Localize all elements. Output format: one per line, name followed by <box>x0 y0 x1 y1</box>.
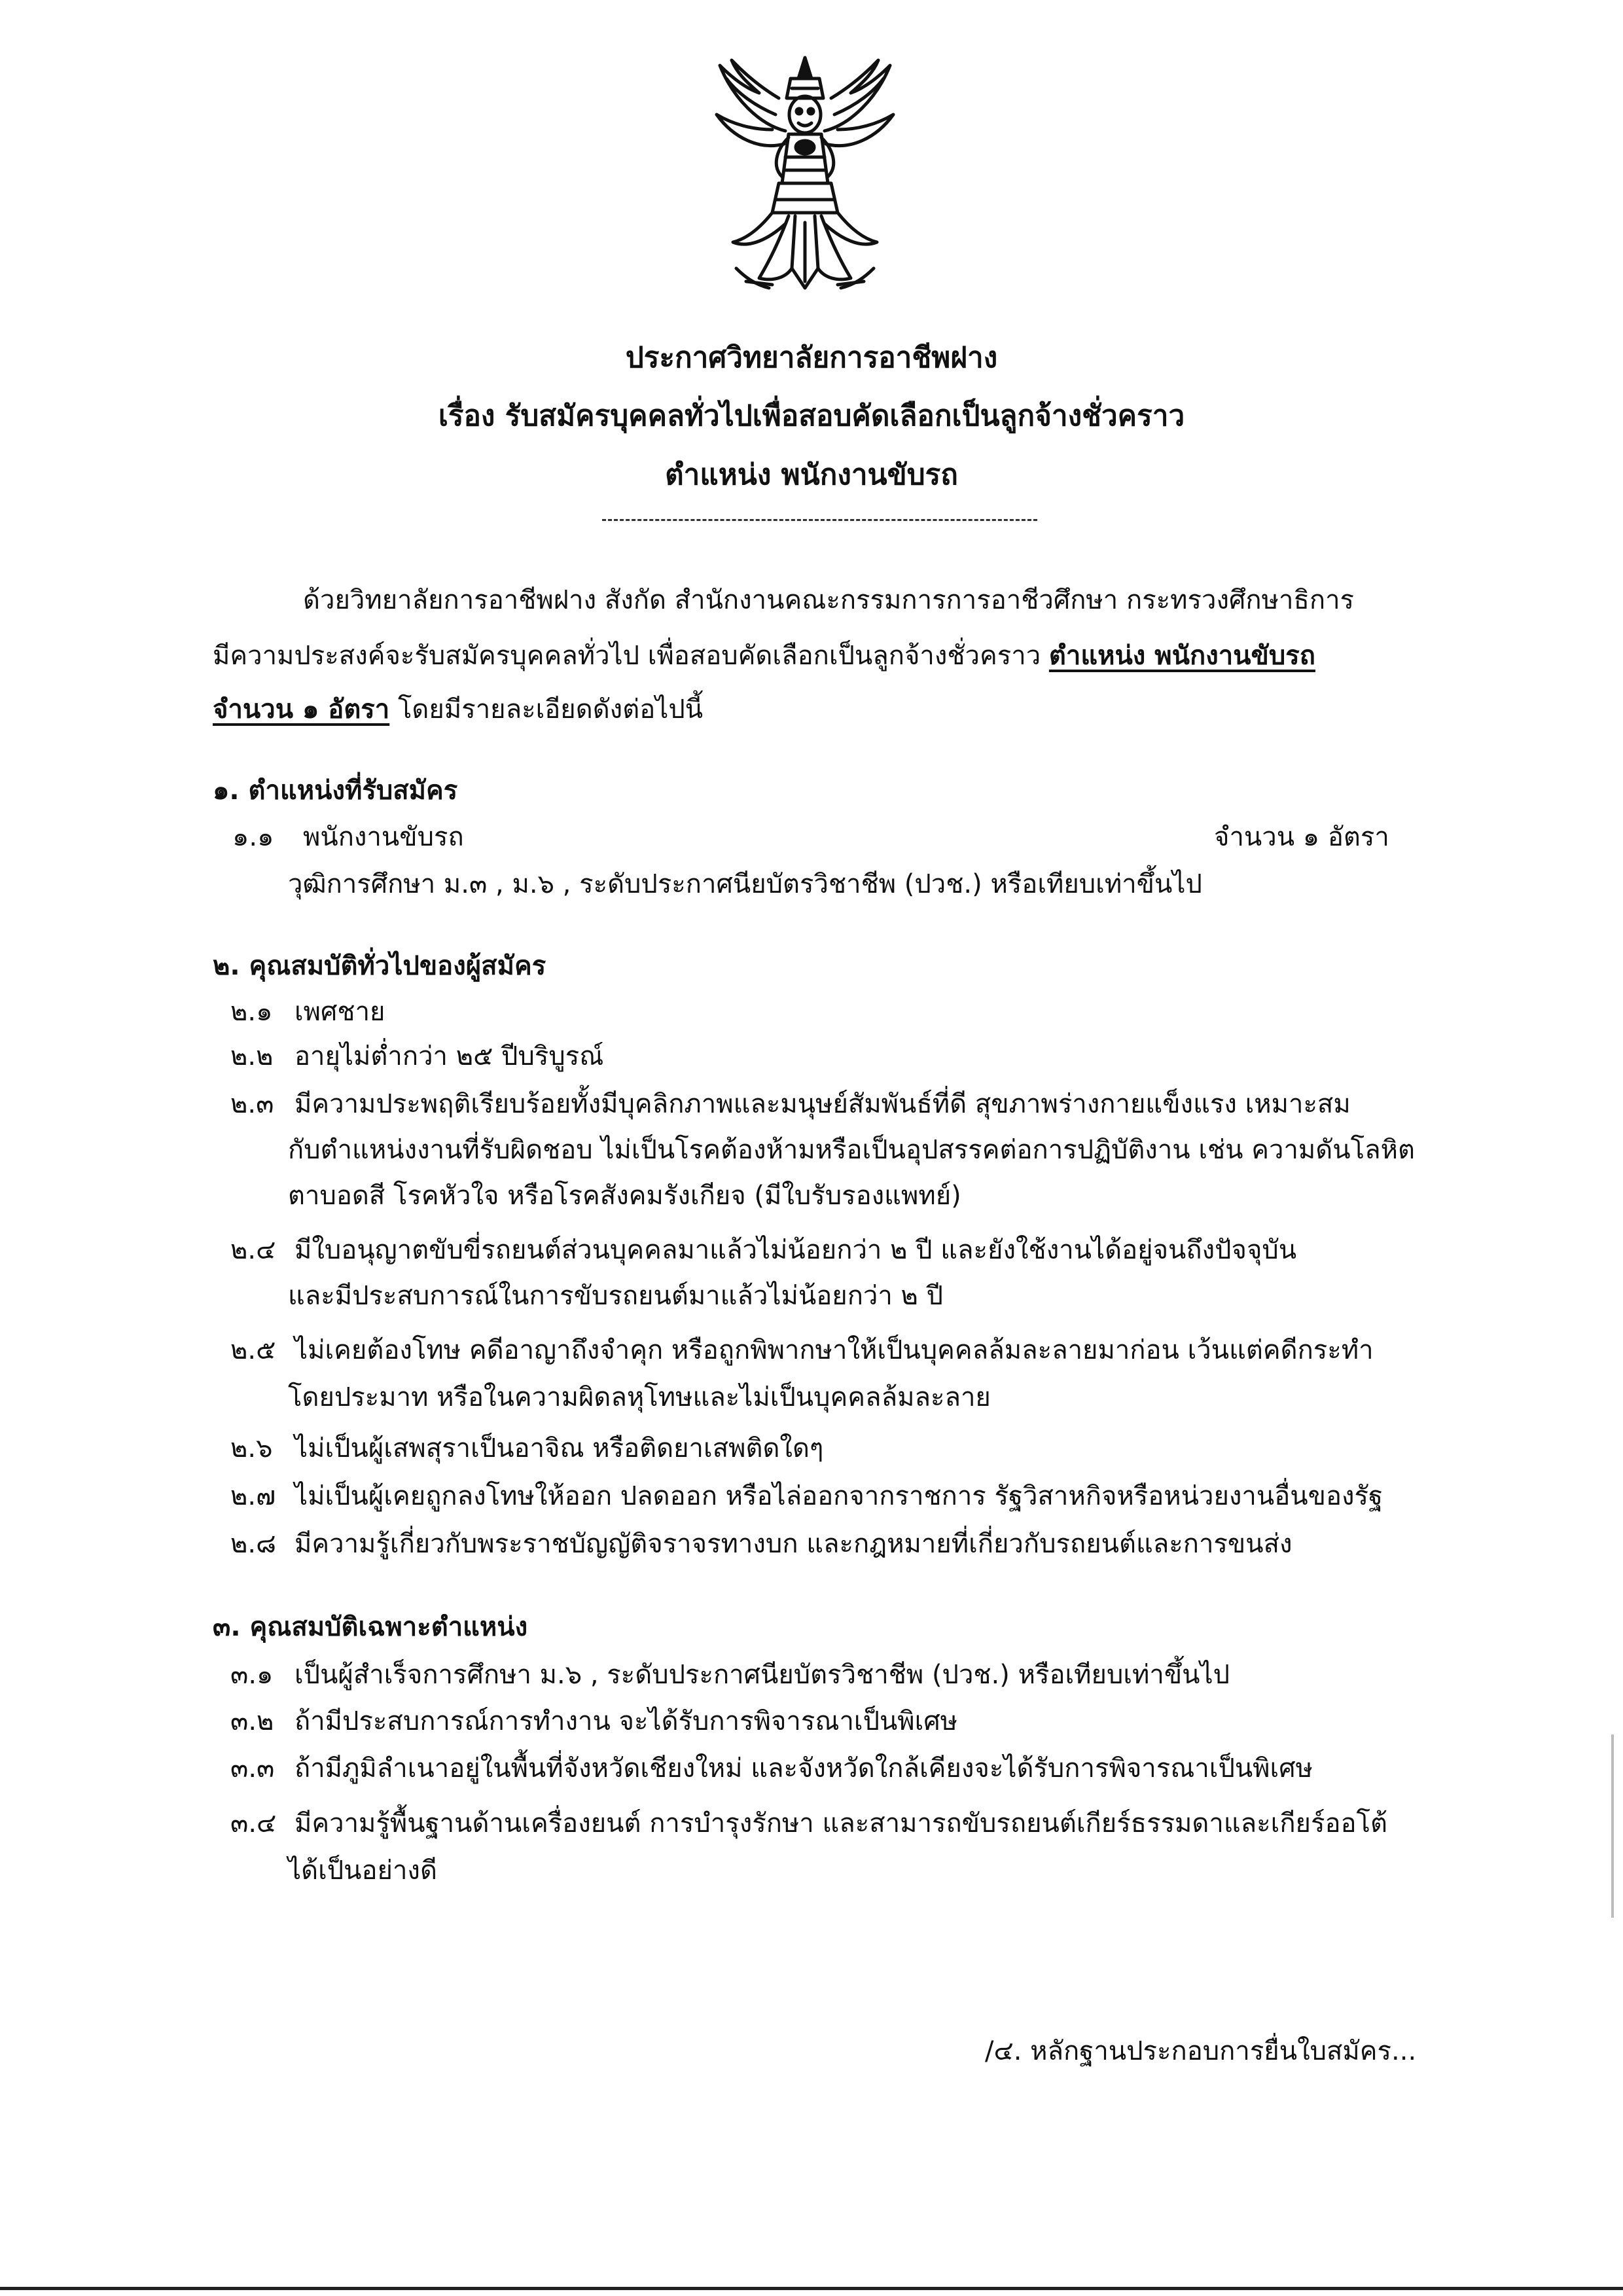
intro-line-3 <box>213 694 703 725</box>
scan-edge-mark <box>1611 1734 1614 1918</box>
section-2-item-6-text: ไม่เป็นผู้เสพสุราเป็นอาจิณ หรือติดยาเสพติดใดๆ <box>294 1433 824 1463</box>
section-1-heading: ๑. ตำแหน่งที่รับสมัคร <box>213 776 458 806</box>
section-2-item-3-number: ๒.๓ <box>230 1089 274 1119</box>
section-2-item-3-line-2: กับตำแหน่งงานที่รับผิดชอบ ไม่เป็นโรคต้องห้ามหรือเป็นอุปสรรคต่อการปฏิบัติงาน เช่น ความดันโลหิต <box>288 1135 1415 1165</box>
section-2-item-1-text: เพศชาย <box>294 997 385 1027</box>
section-2-item-4-line-2: และมีประสบการณ์ในการขับรถยนต์มาแล้วไม่น้อยกว่า ๒ ปี <box>288 1281 944 1311</box>
section-2-item-3-line-1: มีความประพฤติเรียบร้อยทั้งมีบุคลิกภาพและมนุษย์สัมพันธ์ที่ดี สุขภาพร่างกายแข็งแรง เหมาะสม <box>294 1089 1351 1119</box>
intro-line-1: ด้วยวิทยาลัยการอาชีพฝาง สังกัด สำนักงานคณะกรรมการการอาชีวศึกษา กระทรวงศึกษาธิการ <box>303 585 1355 615</box>
section-1-item-count: จำนวน ๑ อัตรา <box>1214 822 1389 852</box>
page-bottom-rule <box>0 2287 1623 2290</box>
section-2-item-1-number: ๒.๑ <box>230 997 273 1027</box>
announcement-position: ตำแหน่ง พนักงานขับรถ <box>665 458 958 492</box>
section-2-item-5-line-2: โดยประมาท หรือในความผิดลหุโทษและไม่เป็นบุคคลล้มละลาย <box>288 1382 991 1412</box>
garuda-emblem <box>707 52 903 298</box>
section-1-item-detail: วุฒิการศึกษา ม.๓ , ม.๖ , ระดับประกาศนียบัตรวิชาชีพ (ปวช.) หรือเทียบเท่าขึ้นไป <box>288 869 1202 899</box>
section-2-item-4-number: ๒.๔ <box>230 1235 276 1265</box>
section-2-item-2-text: อายุไม่ต่ำกว่า ๒๕ ปีบริบูรณ์ <box>294 1041 604 1071</box>
section-2-item-6-number: ๒.๖ <box>230 1433 273 1463</box>
section-2-item-7-text: ไม่เป็นผู้เคยถูกลงโทษให้ออก ปลดออก หรือไล่ออกจากราชการ รัฐวิสาหกิจหรือหน่วยงานอื่นของรัฐ <box>294 1481 1383 1511</box>
announcement-title: ประกาศวิทยาลัยการอาชีพฝาง <box>625 341 998 374</box>
section-2-item-3-line-3: ตาบอดสี โรคหัวใจ หรือโรคสังคมรังเกียจ (มีใบรับรองแพทย์) <box>288 1181 961 1211</box>
section-3-item-1-number: ๓.๑ <box>230 1660 274 1690</box>
section-2-item-8-number: ๒.๘ <box>230 1529 276 1559</box>
intro-position-emphasis: ตำแหน่ง พนักงานขับรถ <box>1048 641 1315 671</box>
section-3-item-2-number: ๓.๒ <box>230 1706 274 1736</box>
intro-line-2 <box>213 640 1315 672</box>
section-2-item-5-number: ๒.๕ <box>230 1335 276 1365</box>
section-3-item-3-text: ถ้ามีภูมิลำเนาอยู่ในพื้นที่จังหวัดเชียงใหม่ และจังหวัดใกล้เคียงจะได้รับการพิจารณาเป็นพิเศษ <box>294 1753 1313 1784</box>
announcement-subject: เรื่อง รับสมัครบุคคลทั่วไปเพื่อสอบคัดเลือกเป็นลูกจ้างชั่วคราว <box>438 399 1185 433</box>
section-2-item-5-line-1: ไม่เคยต้องโทษ คดีอาญาถึงจำคุก หรือถูกพิพากษาให้เป็นบุคคลล้มละลายมาก่อน เว้นแต่คดีกระทำ <box>294 1335 1374 1365</box>
section-3-item-4-line-1: มีความรู้พื้นฐานด้านเครื่องยนต์ การบำรุงรักษา และสามารถขับรถยนต์เกียร์ธรรมดาและเกียร์ออโต้ <box>294 1808 1387 1839</box>
section-3-item-3-number: ๓.๓ <box>230 1753 275 1784</box>
section-3-heading: ๓. คุณสมบัติเฉพาะตำแหน่ง <box>213 1612 528 1642</box>
section-3-item-4-number: ๓.๔ <box>230 1808 277 1839</box>
section-1-item-number: ๑.๑ <box>232 822 274 852</box>
intro-line-3-text: โดยมีรายละเอียดดังต่อไปนี้ <box>389 694 704 725</box>
section-2-item-8-text: มีความรู้เกี่ยวกับพระราชบัญญัติจราจรทางบก และกฎหมายที่เกี่ยวกับรถยนต์และการขนส่ง <box>294 1529 1293 1559</box>
section-3-item-4-line-2: ได้เป็นอย่างดี <box>288 1856 437 1886</box>
section-2-heading: ๒. คุณสมบัติทั่วไปของผู้สมัคร <box>213 951 546 981</box>
intro-count-emphasis: จำนวน ๑ อัตรา <box>213 694 390 725</box>
section-2-item-2-number: ๒.๒ <box>230 1041 274 1071</box>
section-3-item-2-text: ถ้ามีประสบการณ์การทำงาน จะได้รับการพิจารณาเป็นพิเศษ <box>294 1706 958 1736</box>
intro-line-2-text: มีความประสงค์จะรับสมัครบุคคลทั่วไป เพื่อสอบคัดเลือกเป็นลูกจ้างชั่วคราว <box>213 641 1049 671</box>
title-separator <box>602 519 1037 521</box>
continuation-note: /๔. หลักฐานประกอบการยื่นใบสมัคร... <box>985 2036 1417 2066</box>
section-3-item-1-text: เป็นผู้สำเร็จการศึกษา ม.๖ , ระดับประกาศนียบัตรวิชาชีพ (ปวช.) หรือเทียบเท่าขึ้นไป <box>294 1660 1230 1690</box>
section-1-item-text: พนักงานขับรถ <box>303 822 464 852</box>
section-2-item-7-number: ๒.๗ <box>230 1481 276 1511</box>
section-2-item-4-line-1: มีใบอนุญาตขับขี่รถยนต์ส่วนบุคคลมาแล้วไม่น้อยกว่า ๒ ปี และยังใช้งานได้อยู่จนถึงปัจจุบัน <box>294 1235 1297 1265</box>
